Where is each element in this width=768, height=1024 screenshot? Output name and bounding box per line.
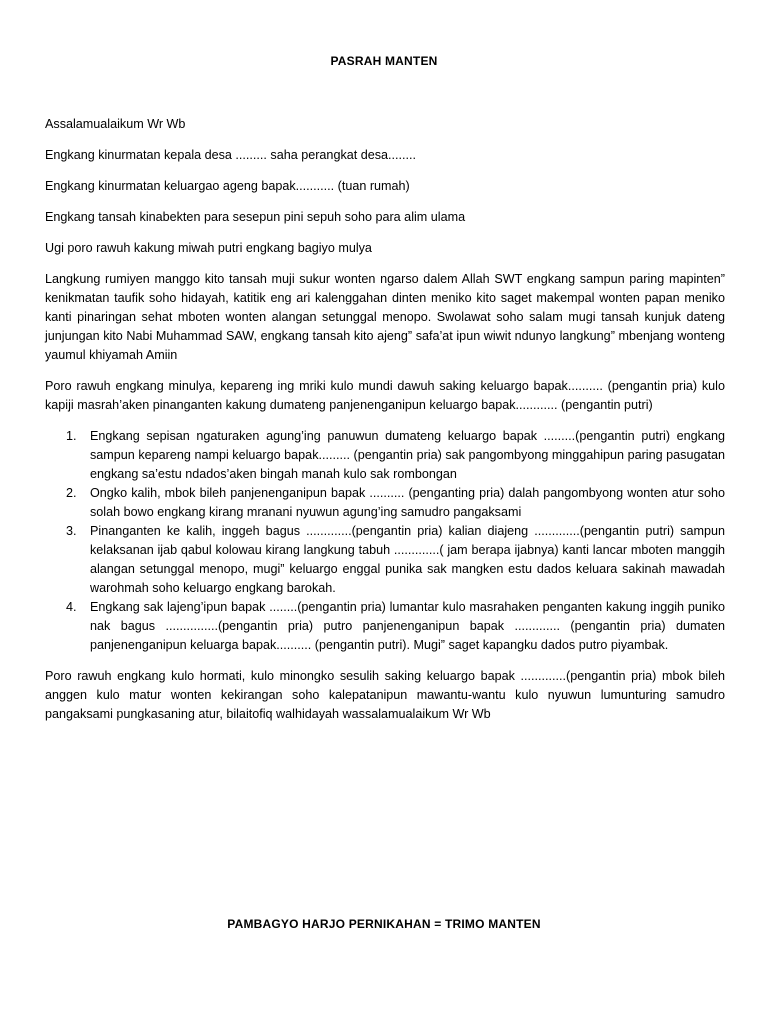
- list-item-text: Ongko kalih, mbok bileh panjenenganipun bapak .......... (penganting pria) dalah pangombyong wonten atur soho solah bowo engkang kirang mranani nyuwun agung’ing samudro pangaksami: [90, 486, 725, 519]
- document-title: PASRAH MANTEN: [330, 54, 438, 68]
- document-footer: PAMBAGYO HARJO PERNIKAHAN = TRIMO MANTEN: [227, 917, 541, 931]
- list-item: [66, 484, 725, 522]
- list-item-number: 3.: [66, 524, 77, 538]
- address-line: Ugi poro rawuh kakung miwah putri engkang bagiyo mulya: [45, 241, 372, 255]
- list-item-number: 1.: [66, 429, 77, 443]
- list-item-text: Engkang sepisan ngaturaken agung’ing panuwun dumateng keluargo bapak .........(pengantin putri) engkang sampun kepareng nampi keluargo bapak......... (pengantin pria) sak pangombyong minggahipun paring pasugatan engkang sa’estu ndados’aken bingah manah kulo sak rombongan: [90, 429, 725, 481]
- address-line: Engkang kinurmatan keluargao ageng bapak........... (tuan rumah): [45, 179, 410, 193]
- list-item: [66, 427, 725, 484]
- greeting-line: Assalamualaikum Wr Wb: [45, 117, 186, 131]
- address-line: Engkang kinurmatan kepala desa ......... saha perangkat desa........: [45, 148, 417, 162]
- list-item: [66, 598, 725, 655]
- address-line: Engkang tansah kinabekten para sesepun pini sepuh soho para alim ulama: [45, 210, 466, 224]
- document-body: [45, 115, 725, 736]
- list-item-text: Engkang sak lajeng’ipun bapak ........(pengantin pria) lumantar kulo masrahaken penganten kakung inggih puniko nak bagus ...............(pengantin pria) putro panjenenganipun bapak ............. (pengantin pria) dumaten panjenenganipun keluarga bapak.......... (pengantin putri). Mugi” saget kapangku dados putro piyambak.: [90, 600, 725, 652]
- closing-paragraph: Poro rawuh engkang kulo hormati, kulo minongko sesulih saking keluargo bapak .............(pengantin pria) mbok bileh anggen kulo matur wonten kekirangan soho kalepatanipun mawantu-wantu kulo nyuwun lumunturing samudro pangaksami pungkasaning atur, bilaitofiq walhidayah wassalamualaikum Wr Wb: [45, 669, 725, 721]
- list-item-number: 4.: [66, 600, 77, 614]
- opening-paragraph: Langkung rumiyen manggo kito tansah muji sukur wonten ngarso dalem Allah SWT engkang sampun paring mapinten” kenikmatan taufik soho hidayah, katitik eng ari kalenggahan dinten meniko kito saget makempal wonten papan meniko kanti pinaringan sehat mboten wonten alangan setunggal menopo. Swolawat soho salam mugi tansah kunjuk dateng junjungan kito Nabi Muhammad SAW, engkang tansah kito ajeng” safa’at ipun wiwit ndunyo langkung” mbenjang wonteng yaumul khiyamah Amiin: [45, 272, 725, 362]
- list-item: [66, 522, 725, 598]
- intro-paragraph: Poro rawuh engkang minulya, kepareng ing mriki kulo mundi dawuh saking keluargo bapak.......... (pengantin pria) kulo kapiji masrah’aken pinanganten kakung dumateng panjenenganipun keluargo bapak............ (pengantin putri): [45, 379, 725, 412]
- list-item-number: 2.: [66, 486, 77, 500]
- list-item-text: Pinanganten ke kalih, inggeh bagus .............(pengantin pria) kalian diajeng .............(pengantin putri) sampun kelaksanan ijab qabul kolowau kirang langkung tabuh .............( jam berapa ijabnya) kanti lancar mboten manggih alangan setunggal menopo, mugi” keluargo enggal punika sak mangken estu dados keluara sakinah mawadah warohmah soho keluargo engkang barokah.: [90, 524, 725, 595]
- numbered-list: [45, 427, 725, 655]
